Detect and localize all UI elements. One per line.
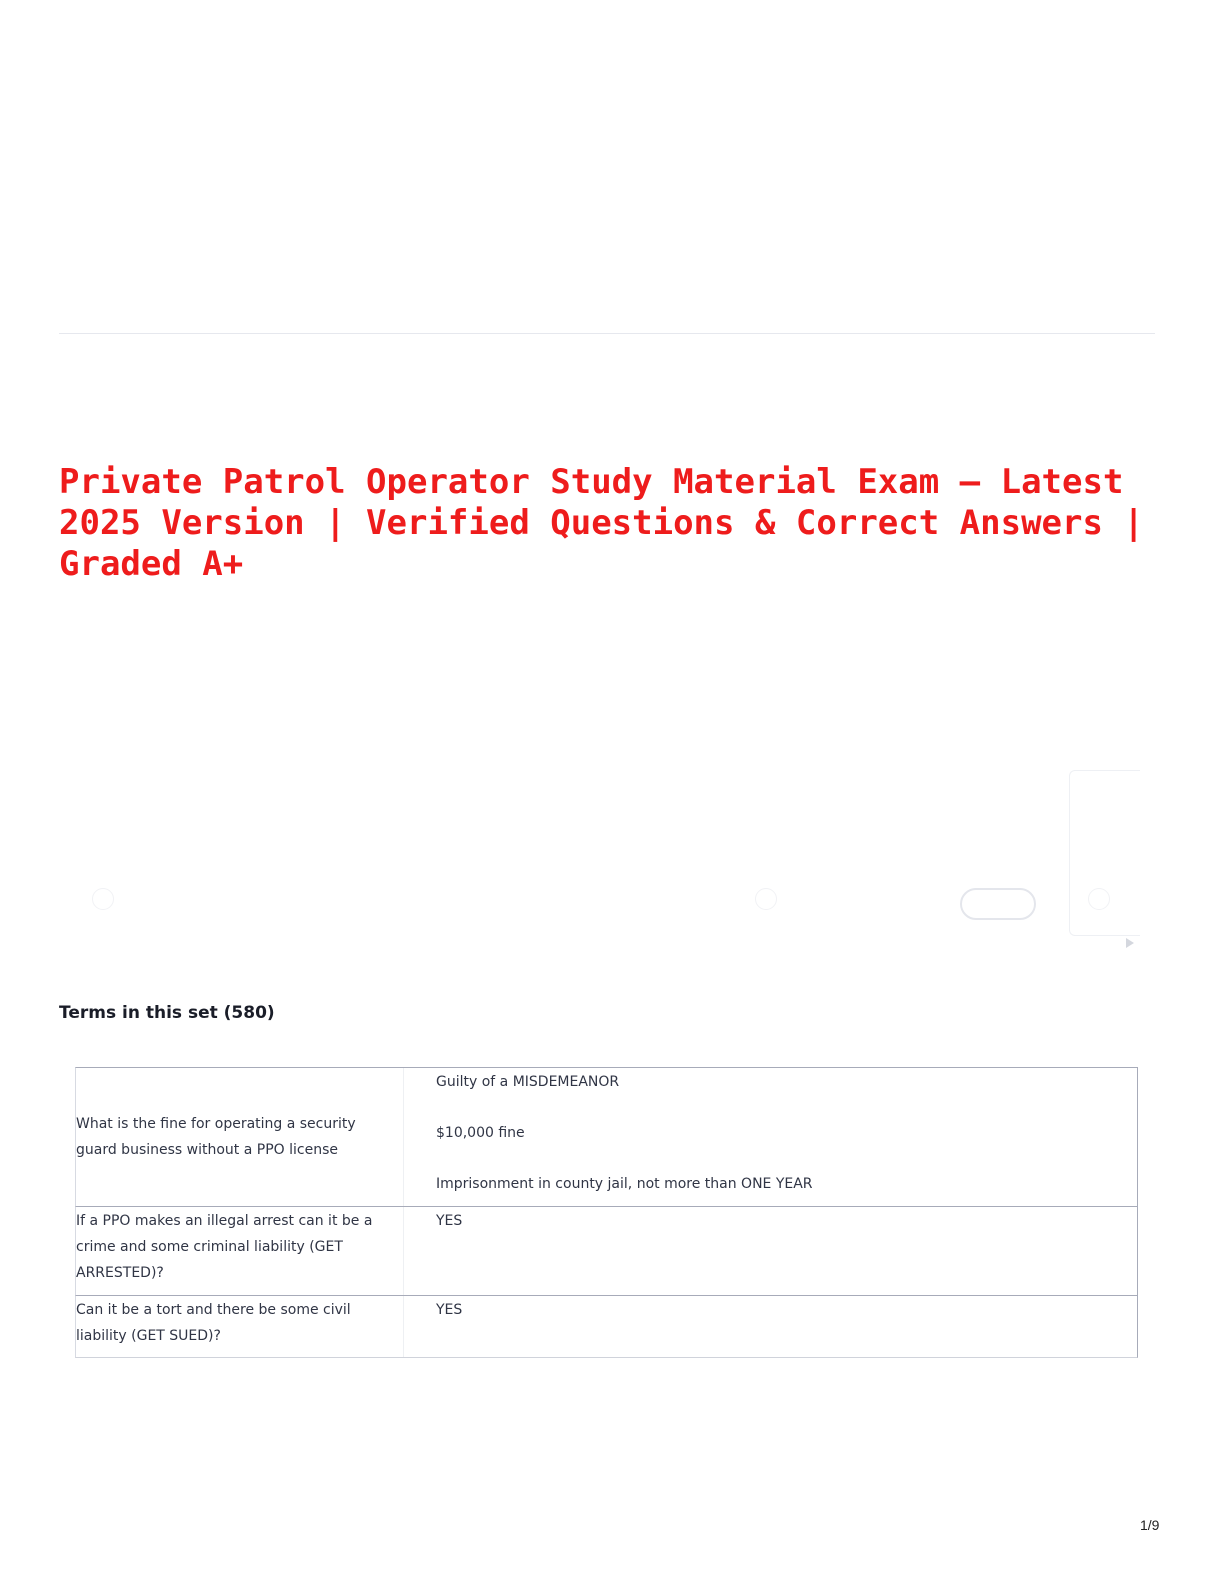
terms-table <box>75 1067 1138 1358</box>
term-answer-line: Guilty of a MISDEMEANOR <box>436 1074 620 1090</box>
page-number: 1/9 <box>1140 1517 1160 1533</box>
term-answer <box>404 1068 1137 1206</box>
flashcard-control-button <box>960 888 1036 920</box>
header-divider <box>59 333 1155 334</box>
flashcard-preview <box>1069 770 1140 936</box>
term-row <box>75 1067 1138 1206</box>
term-question <box>76 1068 404 1206</box>
term-question <box>76 1207 404 1295</box>
flashcard-dot-icon <box>755 888 777 910</box>
term-row <box>75 1295 1138 1358</box>
term-question-text: If a PPO makes an illegal arrest can it be a crime and some criminal liability (GET ARRESTED)? <box>76 1213 373 1281</box>
term-question-text: What is the fine for operating a security guard business without a PPO license <box>76 1116 356 1158</box>
term-answer-line: Imprisonment in county jail, not more than ONE YEAR <box>436 1176 813 1192</box>
term-row <box>75 1206 1138 1295</box>
flashcard-dot-icon <box>92 888 114 910</box>
term-answer-line: YES <box>436 1213 463 1229</box>
term-answer-line: $10,000 fine <box>436 1125 525 1141</box>
play-icon <box>1126 938 1134 948</box>
flashcard-dot-icon <box>1088 888 1110 910</box>
terms-heading: Terms in this set (580) <box>59 1003 275 1023</box>
document-title: Private Patrol Operator Study Material Exam – Latest 2025 Version | Verified Questions & Correct Answers | Graded A+ <box>59 462 1144 584</box>
term-answer <box>404 1207 1137 1295</box>
term-answer-line: YES <box>436 1302 463 1318</box>
term-question-text: Can it be a tort and there be some civil liability (GET SUED)? <box>76 1302 351 1344</box>
term-question <box>76 1296 404 1357</box>
term-answer <box>404 1296 1137 1357</box>
